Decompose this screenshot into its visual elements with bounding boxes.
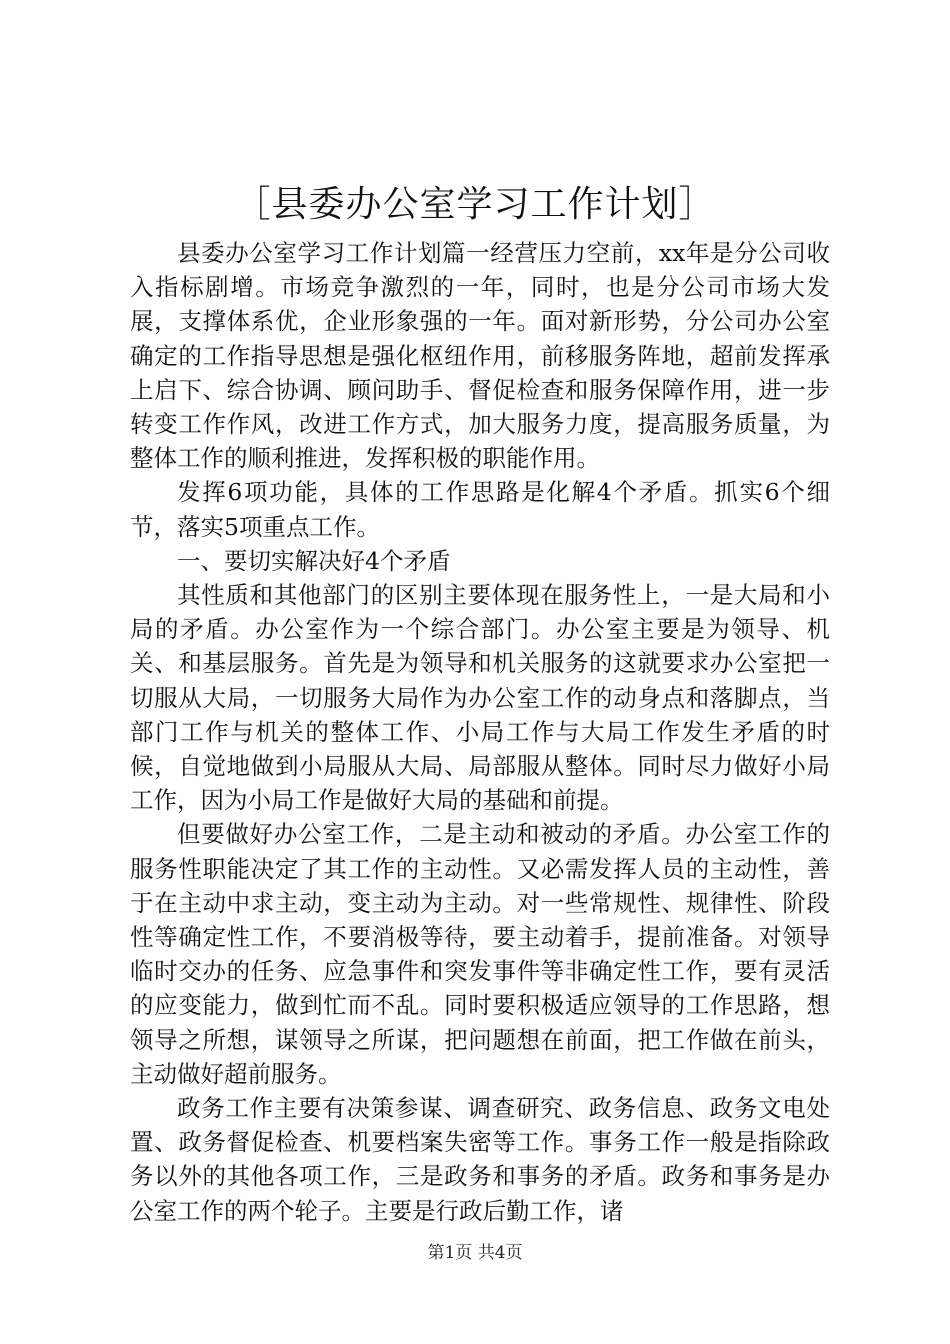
section-heading: 一、要切实解决好4个矛盾 — [177, 546, 451, 575]
paragraph-intro: 县委办公室学习工作计划篇一经营压力空前，xx年是分公司收入指标剧增。市场竞争激烈的一年，同时，也是分公司市场大发展，支撑体系优，企业形象强的一年。面对新形势，分公司办公室确定的工作指导思想是强化枢纽作用，前移服务阵地，超前发挥承上启下、综合协调、顾问助手、督促检查和服务保障作用，进一步转变工作作风，改进工作方式，加大服务力度，提高服务质量，为整体工作的顺利推进，发挥积极的职能作用。 — [130, 239, 830, 473]
paragraph-contradiction-2: 但要做好办公室工作，二是主动和被动的矛盾。办公室工作的服务性职能决定了其工作的主动性。又必需发挥人员的主动性，善于在主动中求主动，变主动为主动。对一些常规性、规律性、阶段性等确定性工作，不要消极等待，要主动着手，提前准备。对领导临时交办的任务、应急事件和突发事件等非确定性工作，要有灵活的应变能力，做到忙而不乱。同时要积极适应领导的工作思路，想领导之所想，谋领导之所谋，把问题想在前面，把工作做在前头，主动做好超前服务。 — [130, 820, 830, 1088]
paragraph-contradiction-3: 政务工作主要有决策参谋、调查研究、政务信息、政务文电处置、政务督促检查、机要档案失密等工作。事务工作一般是指除政务以外的其他各项工作，三是政务和事务的矛盾。政务和事务是办公室工作的两个轮子。主要是行政后勤工作，诸 — [130, 1094, 830, 1225]
document-body — [130, 236, 830, 1228]
page-footer: 第1页 共4页 — [427, 1243, 523, 1263]
paragraph-contradiction-1: 其性质和其他部门的区别主要体现在服务性上，一是大局和小局的矛盾。办公室作为一个综合部门。办公室主要是为领导、机关、和基层服务。首先是为领导和机关服务的这就要求办公室把一切服从大局，一切服务大局作为办公室工作的动身点和落脚点，当部门工作与机关的整体工作、小局工作与大局工作发生矛盾的时候，自觉地做到小局服从大局、局部服从整体。同时尽力做好小局工作，因为小局工作是做好大局的基础和前提。 — [130, 581, 830, 815]
paragraph-summary: 发挥6项功能，具体的工作思路是化解4个矛盾。抓实6个细节，落实5项重点工作。 — [130, 478, 830, 541]
document-title: ［县委办公室学习工作计划］ — [234, 184, 716, 225]
